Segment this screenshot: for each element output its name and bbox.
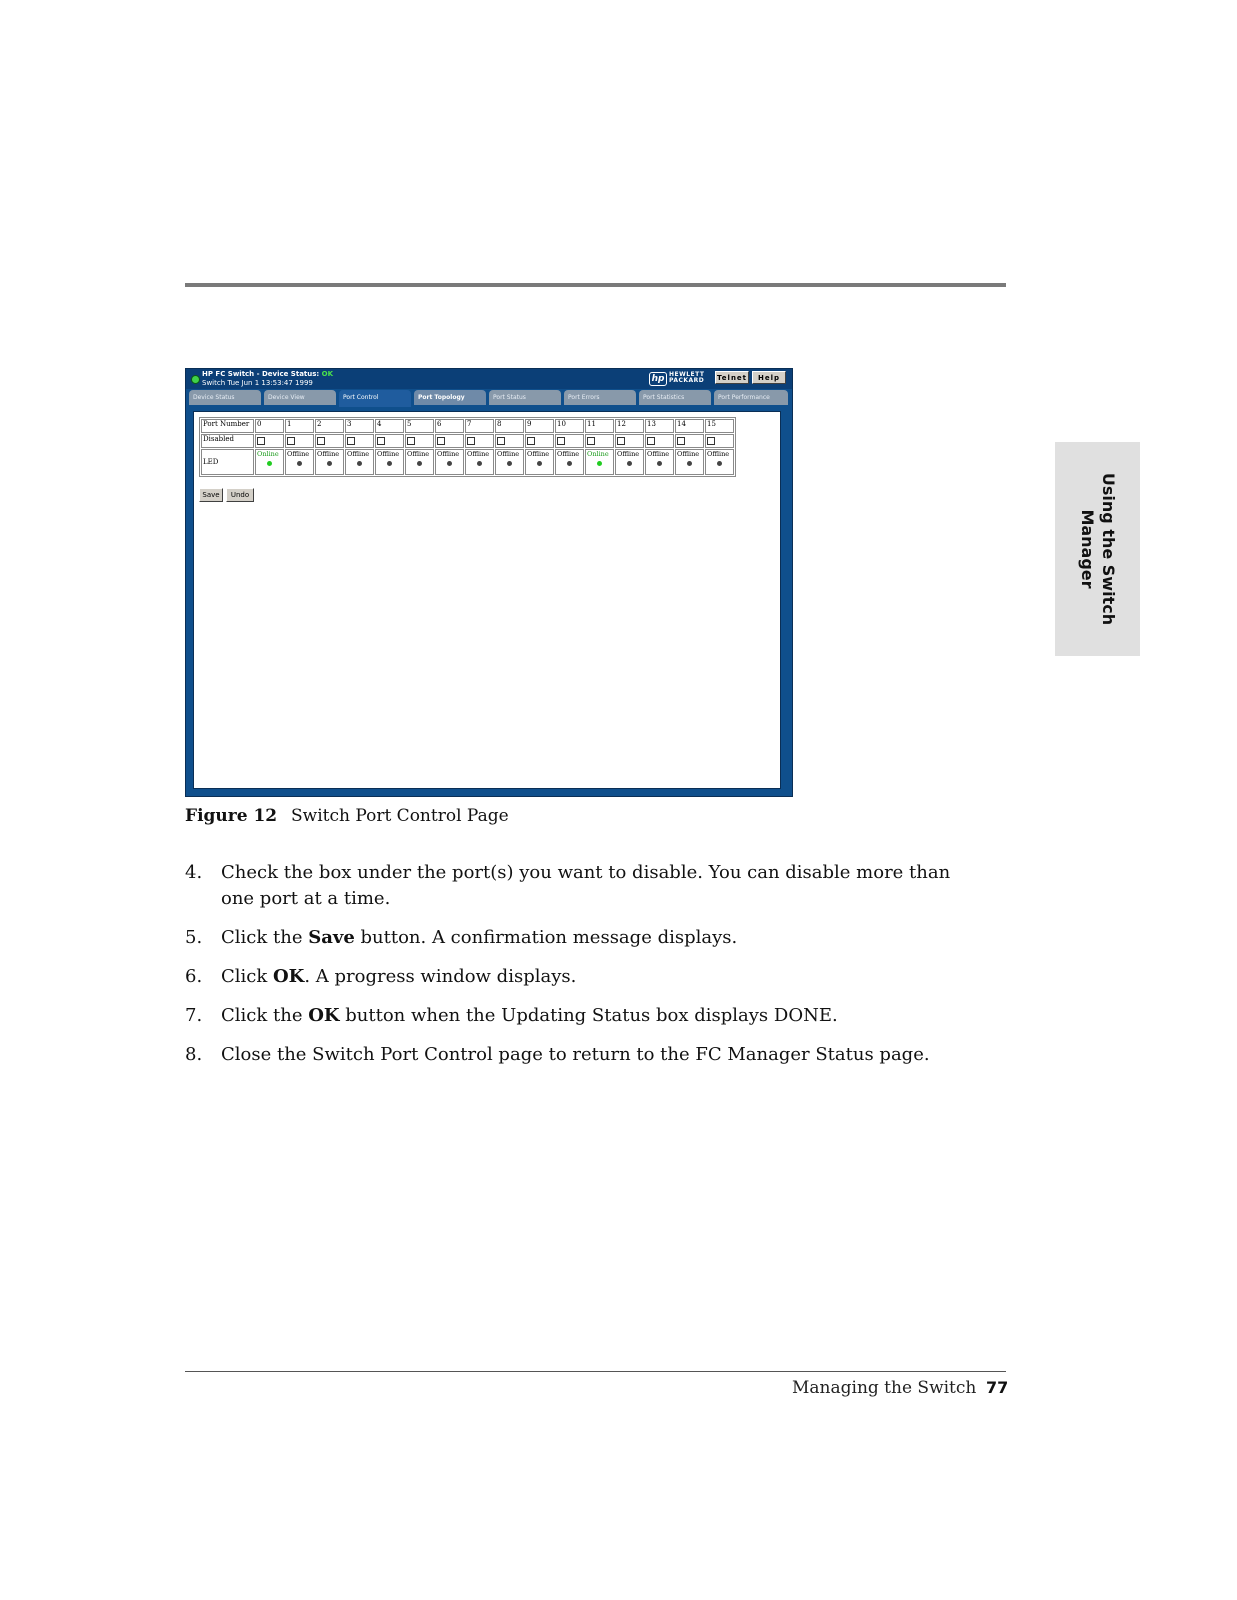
led-offline-icon xyxy=(537,461,542,466)
disabled-cell xyxy=(675,434,704,448)
led-state-label: Offline xyxy=(347,450,370,458)
led-state-label: Offline xyxy=(437,450,460,458)
disable-port-checkbox[interactable] xyxy=(317,437,325,445)
disable-port-checkbox[interactable] xyxy=(707,437,715,445)
led-row xyxy=(201,449,734,475)
led-cell xyxy=(285,449,314,475)
telnet-button[interactable]: Telnet xyxy=(715,371,749,384)
step-number: 5. xyxy=(185,927,203,948)
step-number: 7. xyxy=(185,1005,203,1026)
disabled-cell xyxy=(315,434,344,448)
led-offline-icon xyxy=(477,461,482,466)
row-label-led: LED xyxy=(201,449,254,475)
led-state-label: Offline xyxy=(377,450,400,458)
step-text: Click xyxy=(221,966,273,987)
port-number-cell: 1 xyxy=(285,419,314,433)
port-number-cell: 9 xyxy=(525,419,554,433)
tab-bar xyxy=(189,390,789,406)
led-offline-icon xyxy=(627,461,632,466)
side-tab-text xyxy=(1077,444,1119,654)
led-state-label: Offline xyxy=(647,450,670,458)
step-text: Check the box under the port(s) you want to disable. You can disable more than one port at a time. xyxy=(221,862,951,909)
step-number: 8. xyxy=(185,1044,203,1065)
led-cell xyxy=(495,449,524,475)
step-text: Click the xyxy=(221,1005,309,1026)
led-offline-icon xyxy=(417,461,422,466)
bottom-rule xyxy=(185,1371,1006,1372)
disabled-cell xyxy=(555,434,584,448)
disabled-cell xyxy=(645,434,674,448)
disabled-cell xyxy=(465,434,494,448)
disabled-cell xyxy=(345,434,374,448)
disable-port-checkbox[interactable] xyxy=(287,437,295,445)
disable-port-checkbox[interactable] xyxy=(377,437,385,445)
step-emphasis: OK xyxy=(273,966,305,987)
status-led-icon xyxy=(191,375,200,384)
tab-port-status[interactable]: Port Status xyxy=(489,390,561,405)
led-state-label: Offline xyxy=(287,450,310,458)
port-number-cell: 7 xyxy=(465,419,494,433)
hp-logo-line1: HEWLETT xyxy=(669,371,705,378)
disabled-cell xyxy=(405,434,434,448)
step-emphasis: Save xyxy=(308,927,355,948)
disabled-cell xyxy=(615,434,644,448)
led-cell xyxy=(405,449,434,475)
hp-logo-icon: hp xyxy=(649,372,667,386)
disable-port-checkbox[interactable] xyxy=(497,437,505,445)
led-state-label: Offline xyxy=(467,450,490,458)
port-number-cell: 2 xyxy=(315,419,344,433)
led-offline-icon xyxy=(297,461,302,466)
led-state-label: Offline xyxy=(317,450,340,458)
disable-port-checkbox[interactable] xyxy=(557,437,565,445)
figure-number: Figure 12 xyxy=(185,806,278,826)
step-text: . A progress window displays. xyxy=(304,966,577,987)
port-control-table xyxy=(199,417,736,477)
disabled-cell xyxy=(525,434,554,448)
side-tab-line2: Manager xyxy=(1077,509,1097,589)
undo-button[interactable]: Undo xyxy=(226,488,254,502)
disabled-cell xyxy=(585,434,614,448)
led-offline-icon xyxy=(447,461,452,466)
port-number-cell: 4 xyxy=(375,419,404,433)
step-text: button. A confirmation message displays. xyxy=(354,927,738,948)
led-state-label: Online xyxy=(587,450,609,458)
disabled-cell xyxy=(255,434,284,448)
tab-device-status[interactable]: Device Status xyxy=(189,390,261,405)
page-number: 77 xyxy=(986,1378,1009,1397)
device-status-value: OK xyxy=(321,370,334,378)
disable-port-checkbox[interactable] xyxy=(437,437,445,445)
tab-port-statistics[interactable]: Port Statistics xyxy=(639,390,711,405)
disable-port-checkbox[interactable] xyxy=(407,437,415,445)
led-cell xyxy=(525,449,554,475)
step-item xyxy=(185,964,975,990)
led-state-label: Offline xyxy=(677,450,700,458)
hp-logo xyxy=(649,371,711,386)
disable-port-checkbox[interactable] xyxy=(527,437,535,445)
save-button[interactable]: Save xyxy=(199,488,223,502)
side-tab-line1: Using the Switch xyxy=(1098,472,1118,626)
step-text: Close the Switch Port Control page to return to the FC Manager Status page. xyxy=(221,1044,930,1065)
window-subtitle: Switch Tue Jun 1 13:53:47 1999 xyxy=(202,379,313,387)
disable-port-checkbox[interactable] xyxy=(677,437,685,445)
disable-port-checkbox[interactable] xyxy=(647,437,655,445)
port-number-cell: 12 xyxy=(615,419,644,433)
port-number-cell: 3 xyxy=(345,419,374,433)
tab-port-performance[interactable]: Port Performance xyxy=(714,390,788,405)
port-number-cell: 15 xyxy=(705,419,734,433)
disable-port-checkbox[interactable] xyxy=(347,437,355,445)
port-number-cell: 11 xyxy=(585,419,614,433)
led-offline-icon xyxy=(327,461,332,466)
side-tab xyxy=(1055,442,1140,656)
led-offline-icon xyxy=(657,461,662,466)
port-number-cell: 13 xyxy=(645,419,674,433)
led-cell xyxy=(375,449,404,475)
led-state-label: Offline xyxy=(527,450,550,458)
led-cell xyxy=(435,449,464,475)
tab-device-view[interactable]: Device View xyxy=(264,390,336,405)
led-cell xyxy=(465,449,494,475)
port-number-cell: 6 xyxy=(435,419,464,433)
port-number-cell: 5 xyxy=(405,419,434,433)
hp-logo-line2: PACKARD xyxy=(669,377,705,384)
led-online-icon xyxy=(267,461,272,466)
led-state-label: Offline xyxy=(707,450,730,458)
step-text: button when the Updating Status box displays DONE. xyxy=(339,1005,838,1026)
port-number-cell: 8 xyxy=(495,419,524,433)
led-state-label: Offline xyxy=(617,450,640,458)
step-item xyxy=(185,925,975,951)
disabled-cell xyxy=(285,434,314,448)
led-cell xyxy=(585,449,614,475)
led-state-label: Online xyxy=(257,450,279,458)
step-text: Click the xyxy=(221,927,309,948)
disabled-cell xyxy=(375,434,404,448)
footer-section-title: Managing the Switch xyxy=(792,1378,977,1398)
tab-port-topology[interactable]: Port Topology xyxy=(414,390,486,405)
step-emphasis: OK xyxy=(308,1005,340,1026)
port-number-row xyxy=(201,419,734,433)
step-number: 4. xyxy=(185,862,203,883)
disabled-cell xyxy=(435,434,464,448)
led-cell xyxy=(645,449,674,475)
led-state-label: Offline xyxy=(407,450,430,458)
window-title-prefix: HP FC Switch - Device Status: xyxy=(202,370,322,378)
figure-title: Switch Port Control Page xyxy=(291,806,509,826)
top-rule xyxy=(185,283,1006,287)
led-offline-icon xyxy=(567,461,572,466)
tab-port-errors[interactable]: Port Errors xyxy=(564,390,636,405)
disabled-cell xyxy=(495,434,524,448)
led-cell xyxy=(675,449,704,475)
port-control-panel xyxy=(193,411,781,789)
step-number: 6. xyxy=(185,966,203,987)
led-cell xyxy=(615,449,644,475)
step-item xyxy=(185,1003,975,1029)
port-number-cell: 14 xyxy=(675,419,704,433)
port-number-cell: 0 xyxy=(255,419,284,433)
led-cell xyxy=(315,449,344,475)
row-label-port-number: Port Number xyxy=(201,419,254,433)
disable-port-checkbox[interactable] xyxy=(257,437,265,445)
led-online-icon xyxy=(597,461,602,466)
disable-port-checkbox[interactable] xyxy=(587,437,595,445)
window-title xyxy=(202,370,333,378)
led-offline-icon xyxy=(507,461,512,466)
step-item xyxy=(185,1042,975,1068)
led-cell xyxy=(555,449,584,475)
window-titlebar xyxy=(186,369,792,389)
led-offline-icon xyxy=(387,461,392,466)
led-state-label: Offline xyxy=(497,450,520,458)
disabled-cell xyxy=(705,434,734,448)
tab-port-control[interactable]: Port Control xyxy=(339,390,411,407)
row-label-disabled: Disabled xyxy=(201,434,254,448)
led-offline-icon xyxy=(717,461,722,466)
figure-caption xyxy=(185,806,509,826)
disable-port-checkbox[interactable] xyxy=(467,437,475,445)
disable-port-checkbox[interactable] xyxy=(617,437,625,445)
switch-manager-window xyxy=(185,368,793,797)
step-list xyxy=(185,860,975,1081)
led-state-label: Offline xyxy=(557,450,580,458)
led-offline-icon xyxy=(687,461,692,466)
led-offline-icon xyxy=(357,461,362,466)
led-cell xyxy=(705,449,734,475)
help-button[interactable]: Help xyxy=(752,371,786,384)
disabled-row xyxy=(201,434,734,448)
led-cell xyxy=(255,449,284,475)
port-number-cell: 10 xyxy=(555,419,584,433)
led-cell xyxy=(345,449,374,475)
hp-logo-words xyxy=(669,372,704,384)
step-item xyxy=(185,860,975,912)
